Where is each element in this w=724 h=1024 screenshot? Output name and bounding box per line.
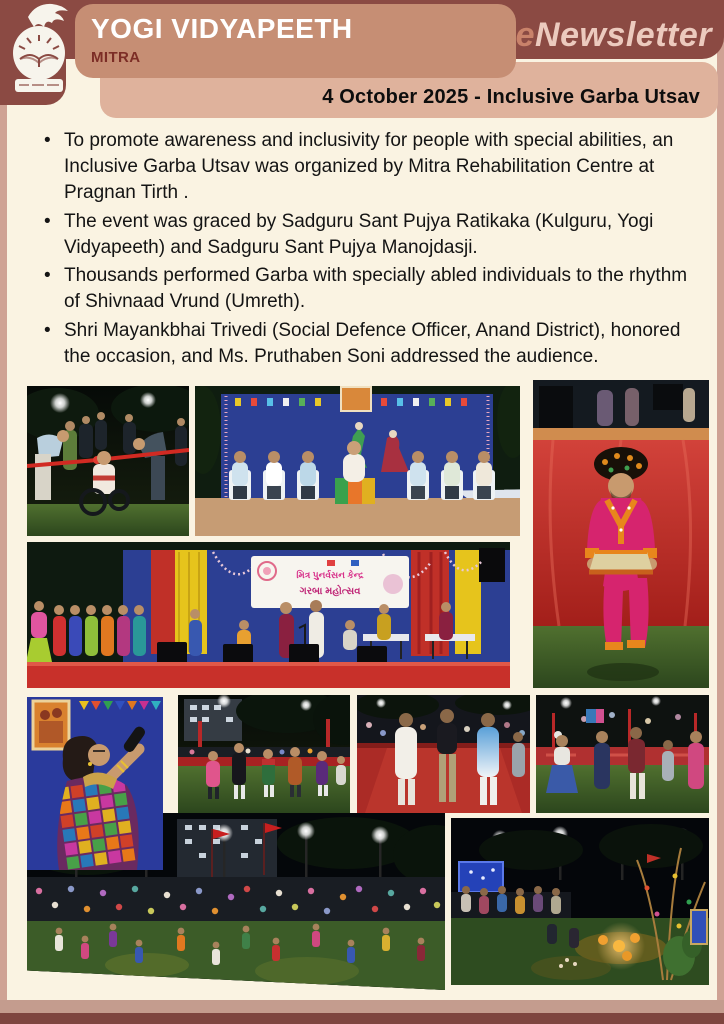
title-box	[75, 4, 516, 78]
enewsletter-wordmark	[516, 16, 712, 55]
photo-stage-performers	[27, 542, 510, 688]
bullet-item: • The event was graced by Sadguru Sant Pujya Ratikaka (Kulguru, Yogi Vidyapeeth) and Sadguru Sant Pujya Manojdasji.	[42, 209, 692, 261]
summary-bullet-list	[42, 128, 692, 372]
photo-garba-line	[536, 695, 709, 813]
photo-garba-dancer-portrait	[533, 380, 709, 688]
bullet-item: • To promote awareness and inclusivity for people with special abilities, an Inclusive Garba Utsav was organized by Mitra Rehabilitation Centre at Pragnan Tirth .	[42, 128, 692, 207]
bullet-item: • Shri Mayankbhai Trivedi (Social Defence Officer, Anand District), honored the occasion, and Ms. Pruthaben Soni addressed the audience.	[42, 318, 692, 370]
stage-banner-line2: ગરબા મહોત્સવ	[299, 586, 361, 597]
dove-icon	[28, 4, 68, 27]
photo-stage-dignitaries	[195, 386, 520, 536]
organization-logo-icon	[6, 1, 74, 102]
photo-speaker-woman	[27, 697, 163, 870]
org-subtitle: MITRA	[91, 48, 141, 66]
photo-guests-walking	[357, 695, 530, 813]
stage-banner-line1: મિત્ર પુનર્વસન કેન્દ્ર	[296, 570, 364, 580]
page-title: YOGI VIDYAPEETH	[91, 13, 353, 44]
footer-band	[0, 1000, 724, 1013]
bullet-item: • Thousands performed Garba with specially abled individuals to the rhythm of Shivnaad Vrund (Umreth).	[42, 263, 692, 315]
date-banner-text: 4 October 2025 - Inclusive Garba Utsav	[322, 86, 700, 108]
footer-bar	[0, 1013, 724, 1024]
photo-kids-walking	[178, 695, 350, 813]
photo-lamps-decor	[451, 818, 709, 985]
photo-ribbon-cutting	[27, 386, 189, 536]
brand-e: e	[515, 16, 536, 54]
brand-name: Newsletter	[535, 16, 712, 54]
